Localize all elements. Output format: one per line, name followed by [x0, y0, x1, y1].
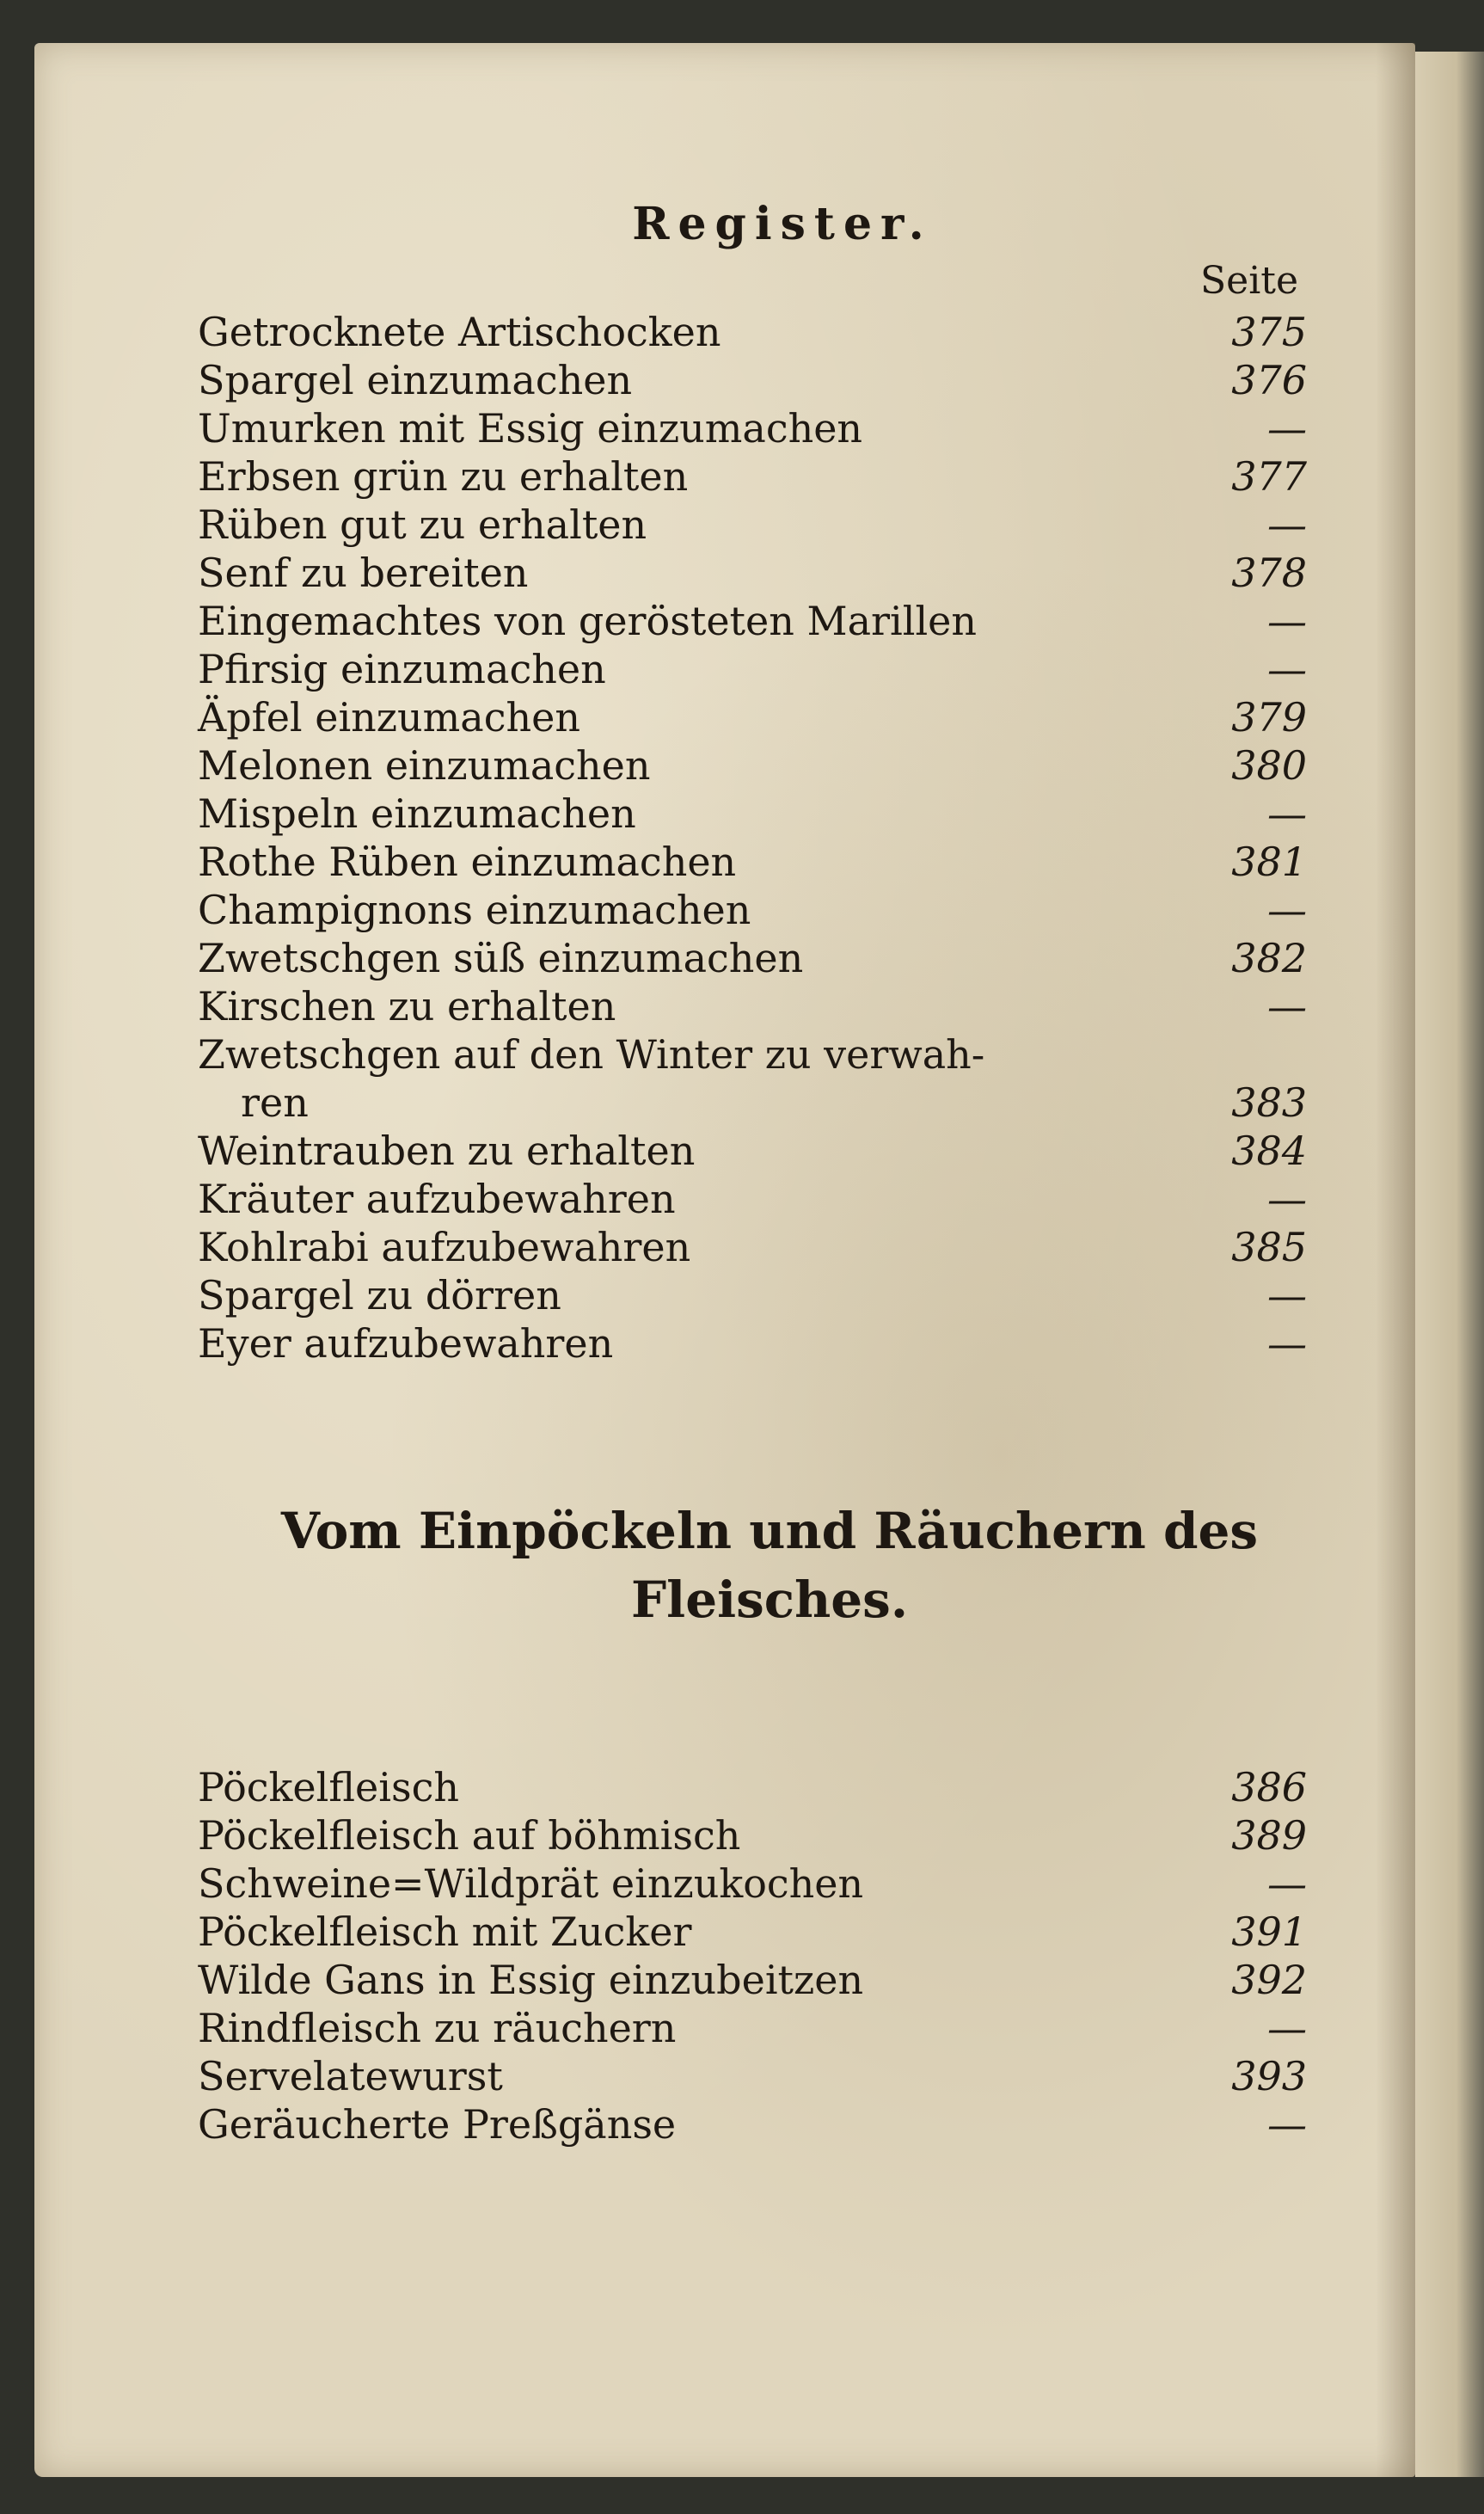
- entry-page-number: —: [1267, 1860, 1307, 1907]
- entry-page-number: 376: [1231, 357, 1307, 403]
- entry-title: Schweine=Wildprät einzukochen: [198, 1860, 864, 1907]
- register-entry: [198, 1956, 1307, 2004]
- entry-title: ren: [241, 1079, 309, 1126]
- register-entry: [198, 1811, 1307, 1859]
- entry-page-number: 382: [1231, 935, 1307, 981]
- section-entry-list: [198, 1763, 1307, 2148]
- entry-title: Rüben gut zu erhalten: [198, 501, 647, 548]
- entry-title: Äpfel einzumachen: [198, 694, 580, 741]
- entry-page-number: 375: [1231, 309, 1307, 355]
- entry-page-number: —: [1267, 646, 1307, 692]
- register-entry: [198, 1271, 1307, 1319]
- entry-page-number: —: [1267, 1176, 1307, 1222]
- entry-title: Senf zu bereiten: [198, 550, 529, 596]
- entry-title: Weintrauben zu erhalten: [198, 1128, 696, 1174]
- entry-title: Pöckelfleisch mit Zucker: [198, 1909, 692, 1955]
- register-entry: [198, 2100, 1307, 2148]
- entry-page-number: —: [1267, 1320, 1307, 1367]
- entry-page-number: 379: [1231, 694, 1307, 741]
- register-entry: [198, 790, 1307, 838]
- entry-title: Wilde Gans in Essig einzubeitzen: [198, 1957, 864, 2003]
- entry-title: Umurken mit Essig einzumachen: [198, 405, 863, 452]
- entry-page-number: —: [1267, 405, 1307, 452]
- entry-page-number: —: [1267, 983, 1307, 1030]
- page-fold-shadow: [1376, 43, 1415, 2477]
- register-entry: [198, 1079, 1307, 1127]
- section-heading-line-2: Fleisches.: [630, 1570, 909, 1629]
- entry-title: Kräuter aufzubewahren: [198, 1176, 676, 1222]
- entry-title: Spargel einzumachen: [198, 357, 633, 403]
- entry-title: Zwetschgen süß einzumachen: [198, 935, 804, 981]
- entry-title: Kohlrabi aufzubewahren: [198, 1224, 691, 1270]
- entry-title: Pöckelfleisch: [198, 1764, 459, 1810]
- entry-page-number: 378: [1231, 550, 1307, 596]
- entry-title: Kirschen zu erhalten: [198, 983, 616, 1030]
- entry-page-number: —: [1267, 2005, 1307, 2051]
- register-entry: [198, 2004, 1307, 2052]
- register-entry: [198, 1319, 1307, 1368]
- entry-page-number: 391: [1231, 1909, 1307, 1955]
- entry-title: Zwetschgen auf den Winter zu verwah-: [198, 1031, 985, 1078]
- entry-title: Getrocknete Artischocken: [198, 309, 721, 355]
- register-entry: [198, 597, 1307, 645]
- entry-page-number: —: [1267, 790, 1307, 837]
- entry-page-number: 393: [1231, 2053, 1307, 2099]
- page-title: Register.: [632, 198, 933, 250]
- entry-title: Champignons einzumachen: [198, 887, 751, 933]
- entry-page-number: —: [1267, 598, 1307, 644]
- entry-page-number: —: [1267, 887, 1307, 933]
- entry-page-number: —: [1267, 501, 1307, 548]
- entry-title: Melonen einzumachen: [198, 742, 651, 789]
- register-entry: [198, 886, 1307, 934]
- register-entry: [198, 982, 1307, 1030]
- entry-title: Pöckelfleisch auf böhmisch: [198, 1812, 741, 1859]
- register-entry: [198, 645, 1307, 693]
- register-content: [198, 172, 1307, 2148]
- register-entry: [198, 356, 1307, 404]
- entry-page-number: 380: [1231, 742, 1307, 789]
- entry-title: Spargel zu dörren: [198, 1272, 561, 1318]
- section-heading: [198, 1497, 1307, 1634]
- entry-page-number: 392: [1231, 1957, 1307, 2003]
- register-entry: [198, 741, 1307, 790]
- page-column-header: Seite: [1200, 259, 1298, 303]
- register-entry: [198, 1127, 1307, 1175]
- entry-page-number: 381: [1231, 839, 1307, 885]
- register-entry: [198, 308, 1307, 356]
- register-entry: [198, 404, 1307, 452]
- register-entry: [198, 1763, 1307, 1811]
- entry-page-number: 377: [1231, 453, 1307, 500]
- entry-title: Eingemachtes von gerösteten Marillen: [198, 598, 978, 644]
- register-entry: [198, 693, 1307, 741]
- entry-page-number: 389: [1231, 1812, 1307, 1859]
- section-heading-line-1: Vom Einpöckeln und Räuchern des: [280, 1502, 1259, 1560]
- register-entry: [198, 2052, 1307, 2100]
- register-entry: [198, 934, 1307, 982]
- entry-title: Servelatewurst: [198, 2053, 503, 2099]
- register-entry: [198, 1223, 1307, 1271]
- register-entry: [198, 452, 1307, 501]
- register-entry: [198, 501, 1307, 549]
- entry-page-number: 386: [1231, 1764, 1307, 1810]
- entry-title: Geräucherte Preßgänse: [198, 2101, 677, 2148]
- entry-title: Rindfleisch zu räuchern: [198, 2005, 677, 2051]
- entry-title: Mispeln einzumachen: [198, 790, 636, 837]
- entry-page-number: 384: [1231, 1128, 1307, 1174]
- entry-page-number: 385: [1231, 1224, 1307, 1270]
- register-entry: [198, 1175, 1307, 1223]
- entry-title: Eyer aufzubewahren: [198, 1320, 614, 1367]
- register-entry: [198, 838, 1307, 886]
- entry-page-number: —: [1267, 1272, 1307, 1318]
- register-entry: [198, 1030, 1307, 1079]
- entry-title: Erbsen grün zu erhalten: [198, 453, 689, 500]
- register-entry: [198, 549, 1307, 597]
- entry-title: Rothe Rüben einzumachen: [198, 839, 737, 885]
- register-list: [198, 308, 1307, 1368]
- adjacent-page-edge: [1415, 52, 1484, 2477]
- register-entry: [198, 1859, 1307, 1908]
- register-entry: [198, 1908, 1307, 1956]
- entry-page-number: 383: [1231, 1079, 1307, 1126]
- entry-title: Pfirsig einzumachen: [198, 646, 606, 692]
- entry-page-number: —: [1267, 2101, 1307, 2148]
